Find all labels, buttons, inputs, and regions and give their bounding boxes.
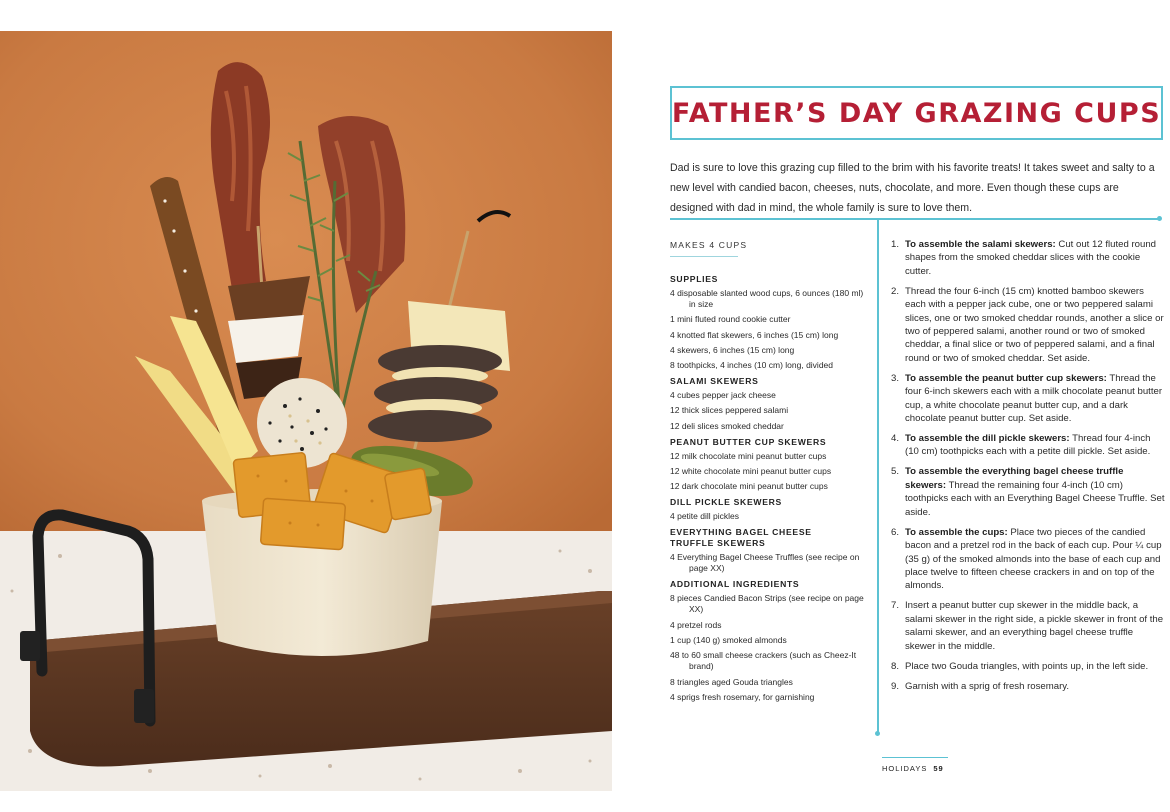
step-text xyxy=(905,526,1166,593)
ingredient-item: 8 pieces Candied Bacon Strips (see recipe on page XX) xyxy=(670,593,864,615)
step-body: Place two Gouda triangles, with points up, in the left side. xyxy=(905,660,1149,672)
step-number: 4. xyxy=(891,433,900,445)
divider-horizontal xyxy=(670,218,1160,220)
step-body: Place two pieces of the candied bacon and a pretzel rod in the back of each cup. Pour ¼ cup (35 g) of the smoked almonds into the base of each cup and place twelve to fifteen cheese crackers in and on top of the almonds. xyxy=(905,526,1162,592)
peanut-butter-section xyxy=(670,437,870,493)
step-body: Thread the four 6-inch (15 cm) knotted bamboo skewers each with a pepper jack cube, one or two peppered salami slices, one or two smoked cheddar rounds, another a slice or two of peppered salami, another round or two of smoked cheddar, a final slice or two of peppered salami, and a final round or two of smoked cheddar. Set aside. xyxy=(905,285,1164,364)
step-text xyxy=(905,599,1166,653)
recipe-title: FATHER’S DAY GRAZING CUPS xyxy=(671,97,1162,129)
instructions-column xyxy=(891,238,1166,700)
step-body: Cut out 12 fluted round shapes from the smoked cheddar slices with the cookie cutter. xyxy=(905,239,1157,277)
ingredient-item: 1 mini fluted round cookie cutter xyxy=(670,314,791,325)
ingredient-item: 4 sprigs fresh rosemary, for garnishing xyxy=(670,691,815,702)
footer-rule xyxy=(882,757,948,758)
ingredient-item: 4 Everything Bagel Cheese Truffles (see recipe on page XX) xyxy=(670,552,860,574)
step-text xyxy=(905,372,1166,426)
ingredient-item: 1 cup (140 g) smoked almonds xyxy=(670,634,787,645)
title-box xyxy=(670,86,1163,140)
section-heading: EVERYTHING BAGEL CHEESE TRUFFLE SKEWERS xyxy=(670,527,812,549)
yield-label: MAKES 4 CUPS xyxy=(670,240,738,257)
section-heading: PEANUT BUTTER CUP SKEWERS xyxy=(670,436,827,447)
section-heading: ADDITIONAL INGREDIENTS xyxy=(670,579,800,590)
ingredient-item: 12 dark chocolate mini peanut butter cups xyxy=(670,481,828,492)
ingredient-item: 4 knotted flat skewers, 6 inches (15 cm) long xyxy=(670,329,839,340)
ingredient-item: 4 petite dill pickles xyxy=(670,511,739,522)
ingredient-item: 12 thick slices peppered salami xyxy=(670,405,789,416)
ingredient-item: 4 pretzel rods xyxy=(670,619,722,630)
section-heading: SALAMI SKEWERS xyxy=(670,376,759,387)
step-item xyxy=(891,432,1166,459)
step-lead: To assemble the peanut butter cup skewers: xyxy=(905,372,1107,384)
step-number: 3. xyxy=(891,372,900,384)
recipe-intro: Dad is sure to love this grazing cup filled to the brim with his favorite treats! It takes sweet and salty to a new level with candied bacon, cheeses, nuts, chocolate, and more. Even though these cups are designed with dad in mind, the whole family is sure to love them. xyxy=(670,162,1155,214)
step-item xyxy=(891,238,1166,278)
ingredient-item: 12 white chocolate mini peanut butter cups xyxy=(670,466,832,477)
step-body: Thread four 4-inch (10 cm) toothpicks each with a petite dill pickle. Set aside. xyxy=(905,433,1151,458)
step-item xyxy=(891,372,1166,426)
step-text xyxy=(905,660,1166,673)
ingredient-item: 48 to 60 small cheese crackers (such as Cheez-It brand) xyxy=(670,650,857,672)
ingredients-column xyxy=(670,240,870,708)
divider-vertical-dot xyxy=(875,731,880,736)
step-item xyxy=(891,465,1166,519)
pickle-section xyxy=(670,497,870,522)
bagel-truffle-section xyxy=(670,527,870,574)
page-footer xyxy=(882,757,952,773)
step-number: 9. xyxy=(891,680,900,692)
step-lead: To assemble the dill pickle skewers: xyxy=(905,433,1070,445)
step-text xyxy=(905,680,1166,693)
section-heading: DILL PICKLE SKEWERS xyxy=(670,497,782,508)
footer-text xyxy=(882,764,952,773)
divider-dot xyxy=(1157,216,1162,221)
step-number: 5. xyxy=(891,466,900,478)
section-heading: SUPPLIES xyxy=(670,274,719,284)
step-body: Garnish with a sprig of fresh rosemary. xyxy=(905,680,1070,692)
step-item xyxy=(891,285,1166,365)
additional-section xyxy=(670,579,870,702)
ingredient-item: 8 triangles aged Gouda triangles xyxy=(670,676,793,687)
step-lead: To assemble the everything bagel cheese truffle skewers: xyxy=(905,466,1124,491)
step-number: 8. xyxy=(891,660,900,672)
step-item xyxy=(891,680,1166,693)
divider-vertical xyxy=(877,219,879,734)
step-item xyxy=(891,526,1166,593)
step-lead: To assemble the cups: xyxy=(905,526,1008,538)
page-number: 59 xyxy=(933,764,944,773)
ingredient-item: 8 toothpicks, 4 inches (10 cm) long, divided xyxy=(670,360,834,371)
salami-section xyxy=(670,376,870,432)
step-text xyxy=(905,285,1166,365)
ingredient-item: 4 cubes pepper jack cheese xyxy=(670,390,776,401)
ingredient-item: 4 disposable slanted wood cups, 6 ounces (180 ml) in size xyxy=(670,288,864,309)
step-body: Thread the remaining four 4-inch (10 cm) toothpicks each with an Everything Bagel Cheese Truffle. Set aside. xyxy=(905,479,1165,518)
section-name: HOLIDAYS xyxy=(882,764,928,773)
step-text xyxy=(905,238,1166,278)
ingredient-item: 12 milk chocolate mini peanut butter cups xyxy=(670,450,827,461)
step-number: 6. xyxy=(891,526,900,538)
recipe-photo xyxy=(0,31,612,791)
step-text xyxy=(905,465,1166,519)
step-body: Thread the four 6-inch skewers each with a milk chocolate peanut butter cup, a white chocolate peanut butter cup, and a dark chocolate peanut butter cup. Set aside. xyxy=(905,372,1163,425)
step-item xyxy=(891,660,1166,673)
step-text xyxy=(905,432,1166,459)
step-body: Insert a peanut butter cup skewer in the middle back, a salami skewer in the right side, a pickle skewer in front of the salami skewer, and an everything bagel cheese truffle skewer in the middle. xyxy=(905,600,1164,652)
supplies-section xyxy=(670,274,870,371)
step-item xyxy=(891,599,1166,653)
step-lead: To assemble the salami skewers: xyxy=(905,239,1056,250)
ingredient-item: 12 deli slices smoked cheddar xyxy=(670,420,784,431)
step-number: 1. xyxy=(891,239,900,250)
ingredient-item: 4 skewers, 6 inches (15 cm) long xyxy=(670,344,795,355)
step-number: 7. xyxy=(891,600,900,612)
step-number: 2. xyxy=(891,285,900,297)
